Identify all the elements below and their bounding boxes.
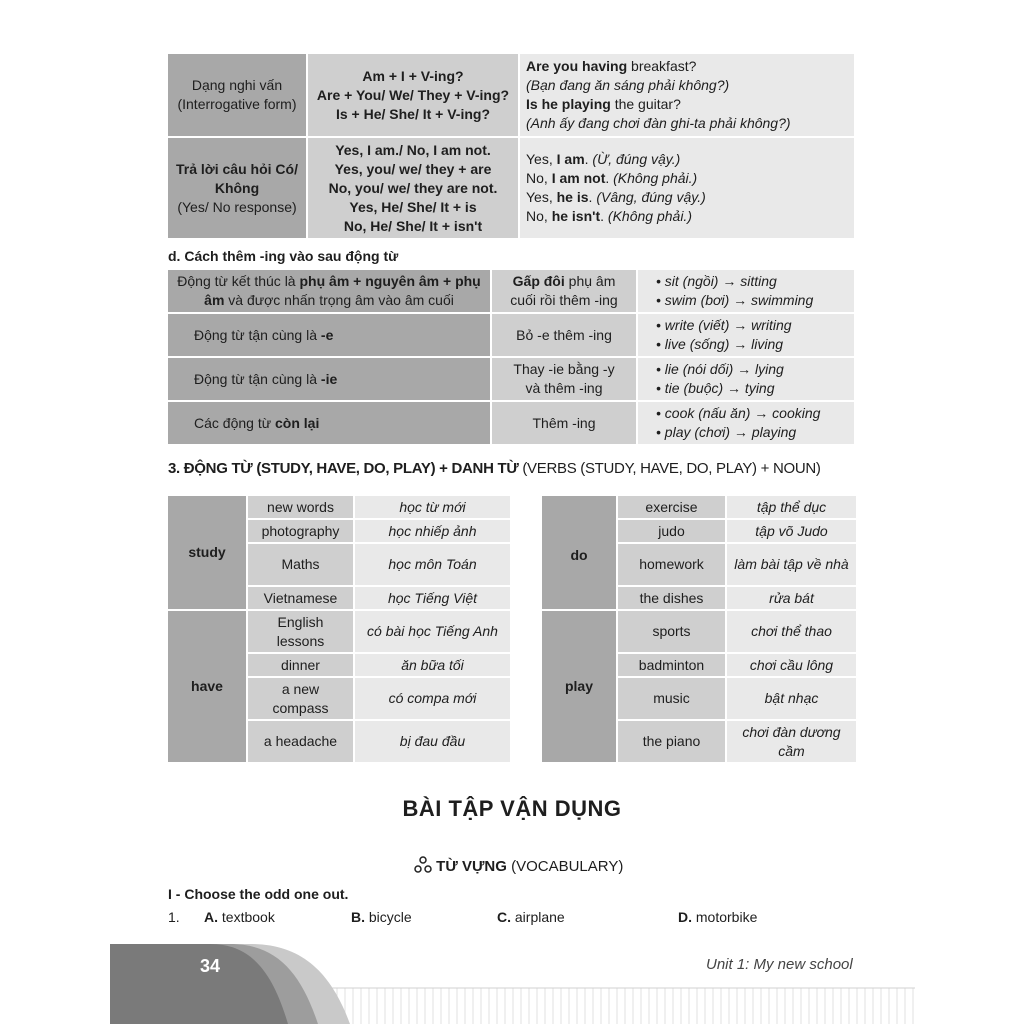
rule-cell [168, 358, 490, 400]
form-example-cell [520, 54, 854, 136]
section-3-heading-bold: 3. ĐỘNG TỪ (STUDY, HAVE, DO, PLAY) + DANH TỪ [168, 460, 519, 477]
form-label-cell [168, 54, 306, 136]
ing-example: • lie (nói dối) → lying [656, 361, 784, 377]
noun-cell: the piano [618, 721, 725, 762]
example-text: No, [526, 170, 552, 186]
footer-wave-decoration [0, 940, 1024, 1024]
molecule-icon [414, 856, 432, 874]
example-translation: (Vâng, đúng vậy.) [596, 189, 706, 205]
noun-cell: homework [618, 544, 725, 585]
noun-cell: sports [618, 611, 725, 652]
form-structure-cell [308, 138, 518, 238]
ing-example: • live (sống) → living [656, 336, 784, 352]
meaning-cell: ăn bữa tối [355, 654, 510, 676]
action-text: Thay -ie bằng -y và thêm -ing [513, 361, 615, 396]
noun-cell: music [618, 678, 725, 719]
section-3-heading [168, 460, 821, 477]
verb-cell-play: play [542, 611, 616, 762]
noun-cell: judo [618, 520, 725, 542]
example-text: Yes, [526, 151, 557, 167]
example-text: the guitar? [610, 96, 681, 112]
noun-cell: badminton [618, 654, 725, 676]
rule-cell [168, 270, 490, 312]
action-cell [492, 314, 636, 356]
section-d-heading: d. Cách thêm -ing vào sau động từ [168, 248, 399, 264]
form-line: Am + I + V-ing? [362, 67, 464, 84]
noun-cell: exercise [618, 496, 725, 518]
noun-cell: Maths [248, 544, 353, 585]
action-text: Bỏ -e thêm -ing [516, 326, 612, 343]
examples-cell [638, 402, 854, 444]
form-line: No, He/ She/ It + isn't [343, 217, 483, 234]
example-bold: Is he playing [526, 96, 611, 112]
action-cell [492, 358, 636, 400]
example-text: . [588, 189, 597, 205]
example-text: breakfast? [627, 58, 697, 74]
rule-text: Các động từ [194, 414, 275, 431]
meaning-cell: có compa mới [355, 678, 510, 719]
example-bold: I am [556, 151, 585, 167]
example-translation: (Bạn đang ăn sáng phải không?) [526, 77, 730, 93]
form-line: No, you/ we/ they are not. [328, 179, 498, 196]
rule-text: Động từ tận cùng là [194, 370, 321, 387]
vocab-heading-text: (VOCABULARY) [506, 858, 624, 875]
examples-cell [638, 358, 854, 400]
part-1-instruction: I - Choose the odd one out. [168, 886, 349, 902]
action-text: phụ âm cuối rồi thêm -ing [510, 273, 618, 308]
noun-cell: a new compass [248, 678, 353, 719]
example-text: . [600, 208, 608, 224]
rule-bold: còn lại [274, 414, 320, 431]
example-translation: (Ừ, đúng vậy.) [592, 151, 681, 167]
verb-cell-have: have [168, 611, 246, 762]
exercise-title: BÀI TẬP VẬN DỤNG [402, 796, 622, 821]
example-text: No, [526, 208, 552, 224]
ing-example: • write (viết) → writing [656, 317, 792, 333]
meaning-cell: học môn Toán [355, 544, 510, 585]
form-line: Yes, He/ She/ It + is [349, 198, 477, 215]
page-number: 34 [200, 956, 221, 976]
meaning-cell: chơi cầu lông [727, 654, 856, 676]
noun-cell: new words [248, 496, 353, 518]
meaning-cell: có bài học Tiếng Anh [355, 611, 510, 652]
rule-cell [168, 314, 490, 356]
question-1 [168, 909, 868, 929]
unit-title: Unit 1: My new school [706, 956, 853, 973]
option-letter: D. [678, 909, 692, 925]
meaning-cell: bị đau đầu [355, 721, 510, 762]
noun-cell: photography [248, 520, 353, 542]
examples-cell [638, 270, 854, 312]
form-label-vi: Trả lời câu hỏi Có/ Không [176, 160, 298, 196]
ing-example: • tie (buộc) → tying [656, 380, 775, 396]
verb-cell-do: do [542, 496, 616, 609]
noun-cell: the dishes [618, 587, 725, 609]
action-cell [492, 270, 636, 312]
example-translation: (Không phải.) [607, 208, 692, 224]
example-translation: (Anh ấy đang chơi đàn ghi-ta phải không?) [526, 115, 791, 131]
vocab-heading-bold: TỪ VỰNG [436, 858, 507, 875]
examples-cell [638, 314, 854, 356]
action-bold: Gấp đôi [512, 273, 565, 289]
form-structure-cell [308, 54, 518, 136]
example-text: . [605, 170, 614, 186]
option-text: bicycle [365, 909, 412, 925]
option-text: motorbike [692, 909, 758, 925]
rule-bold: -ie [320, 370, 338, 387]
meaning-cell: học nhiếp ảnh [355, 520, 510, 542]
example-bold: Are you having [526, 58, 628, 74]
form-label-en: (Interrogative form) [177, 96, 297, 112]
ing-example: • play (chơi) → playing [656, 424, 797, 440]
verb-cell-study: study [168, 496, 246, 609]
form-example-cell [520, 138, 854, 238]
question-number: 1. [168, 909, 180, 925]
noun-cell: Vietnamese [248, 587, 353, 609]
form-label-cell [168, 138, 306, 238]
form-line: Yes, I am./ No, I am not. [335, 141, 491, 158]
option-letter: B. [351, 909, 365, 925]
form-line: Yes, you/ we/ they + are [334, 160, 492, 177]
meaning-cell: học từ mới [355, 496, 510, 518]
meaning-cell: làm bài tập về nhà [727, 544, 856, 585]
verb-table-do-play [540, 494, 858, 764]
example-bold: he isn't [551, 208, 601, 224]
form-line: Are + You/ We/ They + V-ing? [316, 86, 510, 103]
meaning-cell: tập thể dục [727, 496, 856, 518]
meaning-cell: học Tiếng Việt [355, 587, 510, 609]
meaning-cell: rửa bát [727, 587, 856, 609]
noun-cell: English lessons [248, 611, 353, 652]
form-label-vi: Dạng nghi vấn [191, 77, 283, 93]
ing-rules-table [166, 268, 856, 446]
option-letter: C. [497, 909, 511, 925]
rule-bold: phụ âm + nguyên âm + phụ âm [204, 273, 481, 308]
example-translation: (Không phải.) [613, 170, 698, 186]
form-line: Is + He/ She/ It + V-ing? [335, 105, 491, 122]
ing-example: • sit (ngồi) → sitting [656, 273, 777, 289]
form-label-en: (Yes/ No response) [177, 198, 297, 215]
rule-cell [168, 402, 490, 444]
option-c [497, 909, 565, 925]
rule-text: Động từ kết thúc là [177, 273, 300, 289]
option-d [678, 909, 757, 925]
option-letter: A. [204, 909, 218, 925]
example-bold: he is [556, 189, 589, 205]
option-text: airplane [511, 909, 565, 925]
example-bold: I am not [551, 170, 606, 186]
rule-text: Động từ tận cùng là [194, 326, 321, 343]
example-text: Yes, [526, 189, 557, 205]
meaning-cell: tập võ Judo [727, 520, 856, 542]
noun-cell: dinner [248, 654, 353, 676]
tense-form-table [166, 52, 856, 240]
action-cell [492, 402, 636, 444]
vocab-heading [414, 856, 623, 875]
rule-text: và được nhấn trọng âm vào âm cuối [224, 292, 454, 308]
option-a [204, 909, 275, 925]
example-text: . [584, 151, 593, 167]
option-b [351, 909, 412, 925]
ing-example: • cook (nấu ăn) → cooking [656, 405, 821, 421]
option-text: textbook [218, 909, 275, 925]
noun-cell: a headache [248, 721, 353, 762]
ing-example: • swim (bơi) → swimming [656, 292, 814, 308]
action-text: Thêm -ing [532, 414, 596, 431]
rule-bold: -e [320, 326, 334, 343]
verb-table-study-have [166, 494, 512, 764]
meaning-cell: chơi đàn dương cầm [727, 721, 856, 762]
meaning-cell: chơi thể thao [727, 611, 856, 652]
meaning-cell: bật nhạc [727, 678, 856, 719]
section-3-heading-text: (VERBS (STUDY, HAVE, DO, PLAY) + NOUN) [518, 460, 821, 477]
